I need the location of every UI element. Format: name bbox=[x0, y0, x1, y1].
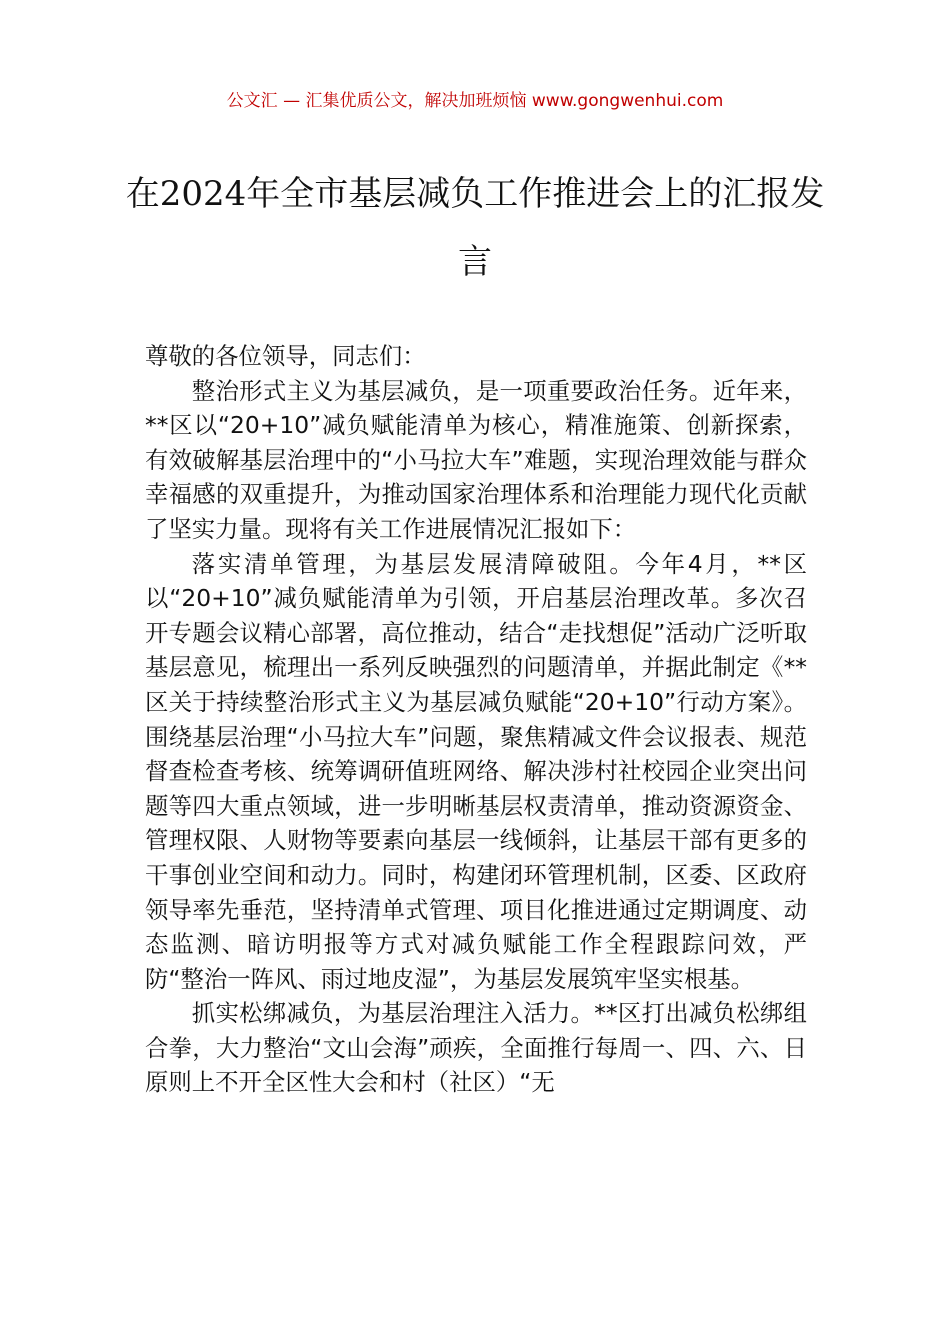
paragraph-list-management: 落实清单管理，为基层发展清障破阻。今年4月，**区以“20+10”减负赋能清单为引领，开启基层治理改革。多次召开专题会议精心部署，高位推动，结合“走找想促”活动广泛听取基层意见，梳理出一系列反映强烈的问题清单，并据此制定《**区关于持续整治形式主义为基层减负赋能“20+10”行动方案》。围绕基层治理“小马拉大车”问题，聚焦精减文件会议报表、规范督查检查考核、统筹调研值班网络、解决涉村社校园企业突出问题等四大重点领域，进一步明晰基层权责清单，推动资源资金、管理权限、人财物等要素向基层一线倾斜，让基层干部有更多的干事创业空间和动力。同时，构建闭环管理机制，区委、区政府领导率先垂范，坚持清单式管理、项目化推进通过定期调度、动态监测、暗访明报等方式对减负赋能工作全程跟踪问效，严防“整治一阵风、雨过地皮湿”，为基层发展筑牢坚实根基。 bbox=[145, 549, 807, 993]
site-banner: 公文汇 — 汇集优质公文，解决加班烦恼 www.gongwenhui.com bbox=[226, 91, 724, 111]
paragraph-burden-reduction: 抓实松绑减负，为基层治理注入活力。**区打出减负松绑组合拳，大力整治“文山会海”顽疾，全面推行每周一、四、六、日原则上不开全区性大会和村（社区）“无 bbox=[145, 999, 807, 1097]
paragraph-intro: 整治形式主义为基层减负，是一项重要政治任务。近年来，**区以“20+10”减负赋能清单为核心，精准施策、创新探索，有效破解基层治理中的“小马拉大车”难题，实现治理效能与群众幸福感的双重提升，为推动国家治理体系和治理能力现代化贡献了坚实力量。现将有关工作进展情况汇报如下： bbox=[145, 376, 807, 543]
document-body bbox=[145, 339, 807, 1100]
document-title: 在2024年全市基层减负工作推进会上的汇报发言 bbox=[125, 174, 825, 282]
salutation: 尊敬的各位领导，同志们： bbox=[145, 342, 426, 370]
